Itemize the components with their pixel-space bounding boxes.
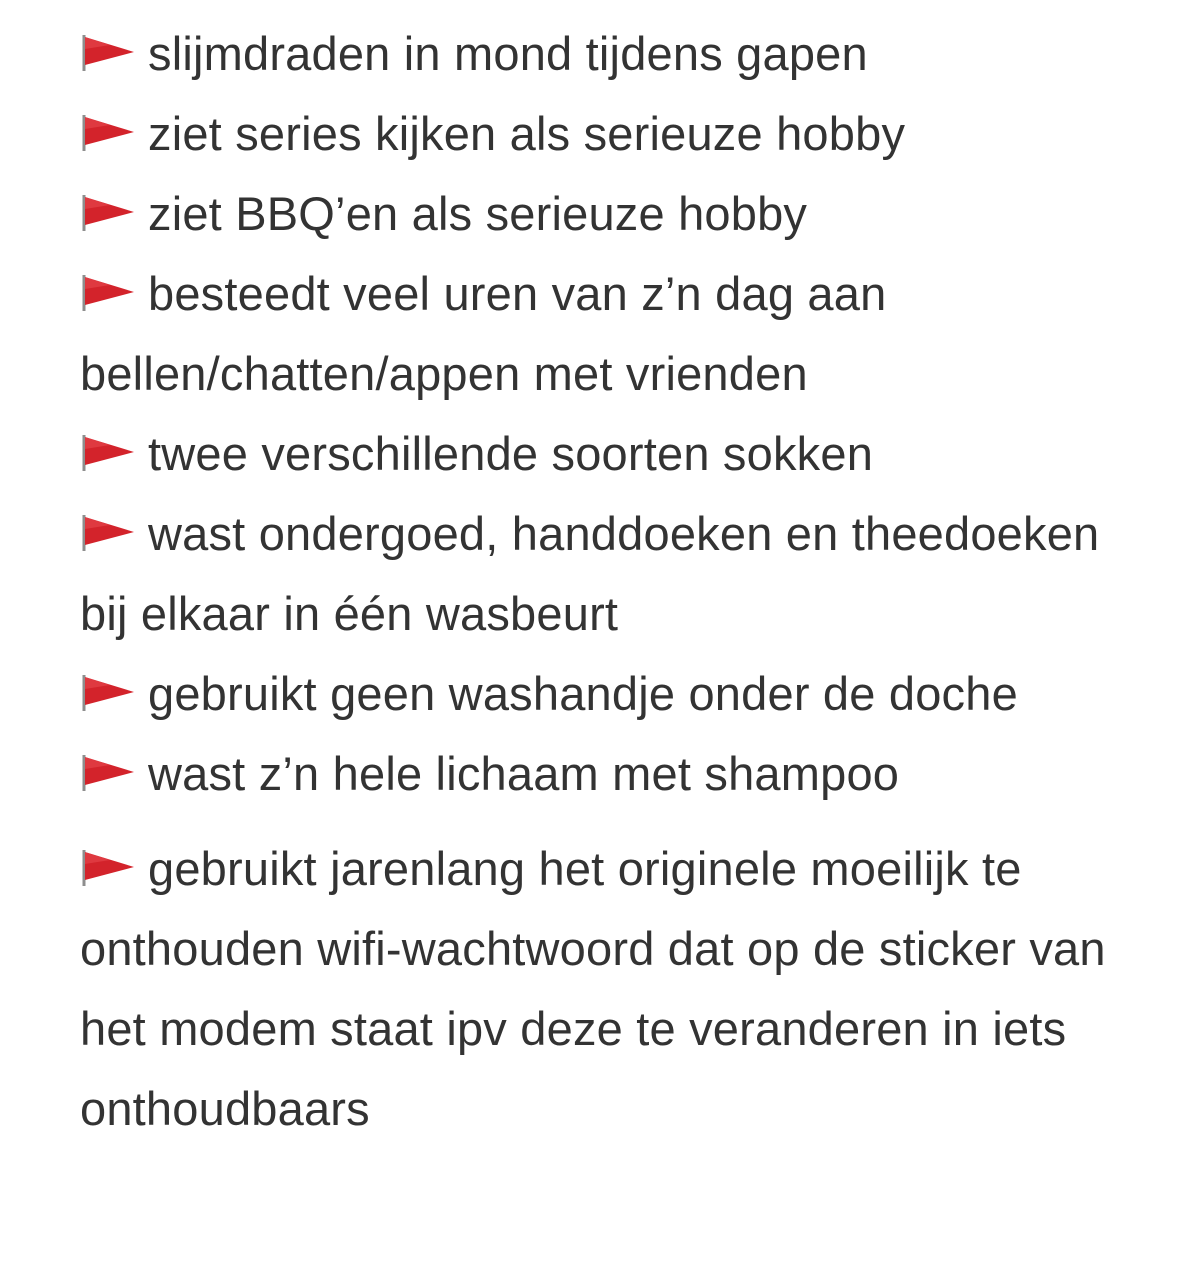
list-item	[80, 734, 1140, 814]
list-item	[80, 254, 1140, 414]
item-text: wast z’n hele lichaam met shampoo	[148, 747, 900, 800]
red-flag-icon	[80, 752, 136, 792]
item-text: gebruikt jarenlang het originele moeilijk te onthouden wifi-wachtwoord dat op de sticker van het modem staat ipv deze te veranderen in iets onthoudbaars	[80, 842, 1106, 1135]
red-flag-icon	[80, 32, 136, 72]
list-item	[80, 829, 1140, 1149]
item-text: besteedt veel uren van z’n dag aan bellen/chatten/appen met vrienden	[80, 267, 887, 400]
item-text: ziet BBQ’en als serieuze hobby	[148, 187, 808, 240]
list-item	[80, 174, 1140, 254]
list-item	[80, 14, 1140, 94]
red-flag-icon	[80, 272, 136, 312]
item-text: gebruikt geen washandje onder de doche	[148, 667, 1018, 720]
red-flag-icon	[80, 672, 136, 712]
item-text: wast ondergoed, handdoeken en theedoeken bij elkaar in één wasbeurt	[80, 507, 1100, 640]
red-flag-icon	[80, 512, 136, 552]
list-item	[80, 494, 1140, 654]
list-item	[80, 654, 1140, 734]
red-flag-icon	[80, 192, 136, 232]
item-text: twee verschillende soorten sokken	[148, 427, 874, 480]
list-item	[80, 414, 1140, 494]
list-item	[80, 94, 1140, 174]
note-text	[80, 14, 1140, 1149]
item-text: ziet series kijken als serieuze hobby	[148, 107, 906, 160]
red-flag-icon	[80, 112, 136, 152]
item-text: slijmdraden in mond tijdens gapen	[148, 27, 868, 80]
red-flag-icon	[80, 847, 136, 887]
red-flag-icon	[80, 432, 136, 472]
